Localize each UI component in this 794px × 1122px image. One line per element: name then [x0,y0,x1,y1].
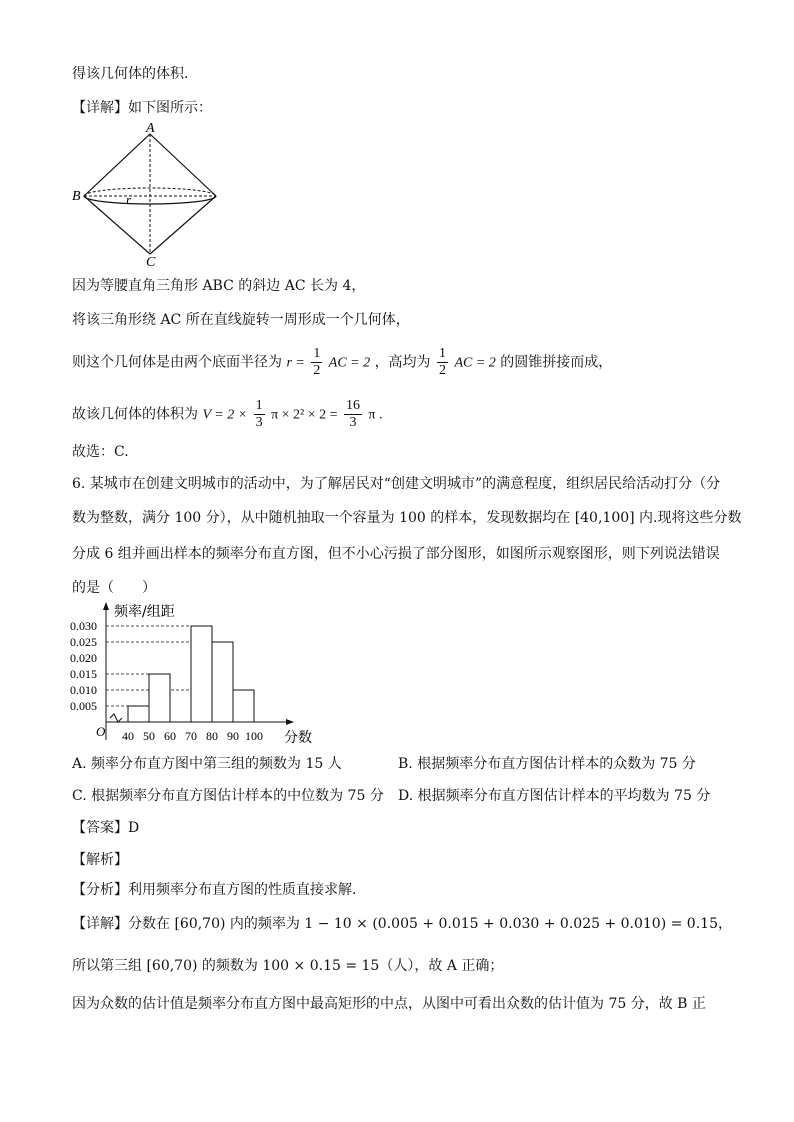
question-6-line-4: 的是（ ） [72,580,156,596]
math: AC = 2 [328,355,371,371]
y-tick-label: 0.020 [70,651,97,665]
math: π . [368,407,383,423]
histogram-bar [233,690,254,722]
analysis-line: 【分析】利用频率分布直方图的性质直接求解. [72,882,357,898]
fraction-half: $\frac{1}{2}$ [439,346,447,378]
x-tick-label: 100 [245,729,263,743]
x-tick-label: 90 [227,729,239,743]
x-tick-label: 50 [143,729,155,743]
option-D: D. 根据频率分布直方图估计样本的平均数为 75 分 [398,788,711,804]
text-line-6 [72,398,383,432]
text: 如下图所示： [128,100,212,116]
text: 的圆锥拼接而成， [500,354,613,371]
text: 因为等腰直角三角形 ABC 的斜边 AC 长为 4， [72,278,366,294]
fraction-half: $\frac{1}{2}$ [313,346,321,378]
text-line-3 [72,276,365,296]
y-tick-label: 0.025 [70,635,97,649]
x-tick-label: 40 [122,729,134,743]
origin-label: O [96,724,106,739]
y-tick-label: 0.015 [70,667,97,681]
y-tick-label: 0.030 [70,619,97,633]
question-6-line-3: 分成 6 组并画出样本的频率分布直方图，但不小心污损了部分图形，如图所示观察图形，则下列说法错误 [72,546,720,562]
analysis-heading: 【解析】 [72,852,128,868]
fraction-sixteen-thirds: $\frac{16}{3}$ [345,398,360,430]
option-B: B. 根据频率分布直方图估计样本的众数为 75 分 [398,756,696,772]
tag-analysis: 【分析】 [72,882,128,898]
x-tick-label: 60 [164,729,176,743]
label-C: C [146,255,156,268]
label-A: A [146,121,155,136]
math: π × 2² × 2 = [271,407,338,423]
question-6-line-2: 数为整数，满分 100 分），从中随机抽取一个容量为 100 的样本，发现数据均在 [40,100] 内.现将这些分数 [72,510,742,526]
histogram-bar [191,626,212,722]
text-line-2 [72,98,212,118]
text-line-1 [72,64,188,84]
label-B: B [72,189,81,204]
detail-line-3: 因为众数的估计值是频率分布直方图中最高矩形的中点，从图中可看出众数的估计值为 75 分，故 B 正 [72,996,706,1012]
double-cone-figure [70,120,230,268]
answer-value: D [128,820,140,836]
math: V = 2 × [202,407,248,423]
x-tick-label: 80 [206,729,218,743]
histogram-bar [128,706,149,722]
y-axis-label: 频率/组距 [114,604,175,620]
detail-line-1: 【详解】分数在 [60,70) 内的频率为 1 − 10 × (0.005 + 0.015 + 0.030 + 0.025 + 0.010) = 0.15， [72,916,732,932]
math: AC = 2 [454,355,496,371]
frequency-histogram [66,600,316,750]
histogram-bar [149,674,170,722]
text-line-4 [72,310,410,330]
option-C: C. 根据频率分布直方图估计样本的中位数为 75 分 [72,788,384,804]
text-line-5 [72,346,612,380]
text: 将该三角形绕 AC 所在直线旋转一周形成一个几何体， [72,312,410,328]
fraction-third: $\frac{1}{3}$ [255,398,263,430]
math: r = [286,355,305,371]
detail-line-2: 所以第三组 [60,70) 的频数为 100 × 0.15 = 15（人），故 A 正确； [72,958,504,974]
tag-detail: 【详解】 [72,100,128,116]
text: 则这个几何体是由两个底面半径为 [72,354,282,371]
tag-detail: 【详解】 [72,916,128,932]
question-6-line-1: 6. 某城市在创建文明城市的活动中，为了解居民对“创建文明城市”的满意程度，组织居民给活动打分（分 [72,476,721,492]
text: ，高均为 [374,354,431,371]
y-tick-label: 0.005 [70,699,97,713]
label-r: r [126,192,132,207]
x-axis-label: 分数 [284,730,312,746]
y-tick-label: 0.010 [70,683,97,697]
text-line-7 [72,442,129,462]
x-tick-label: 70 [185,729,197,743]
option-A: A. 频率分布直方图中第三组的频数为 15 人 [72,756,342,772]
text: 故选：C. [72,444,129,460]
text: 故该几何体的体积为 [72,406,198,423]
text: 得该几何体的体积. [72,66,189,82]
histogram-bar [212,642,233,722]
tag-answer: 【答案】 [72,820,128,836]
answer-line [72,818,139,838]
